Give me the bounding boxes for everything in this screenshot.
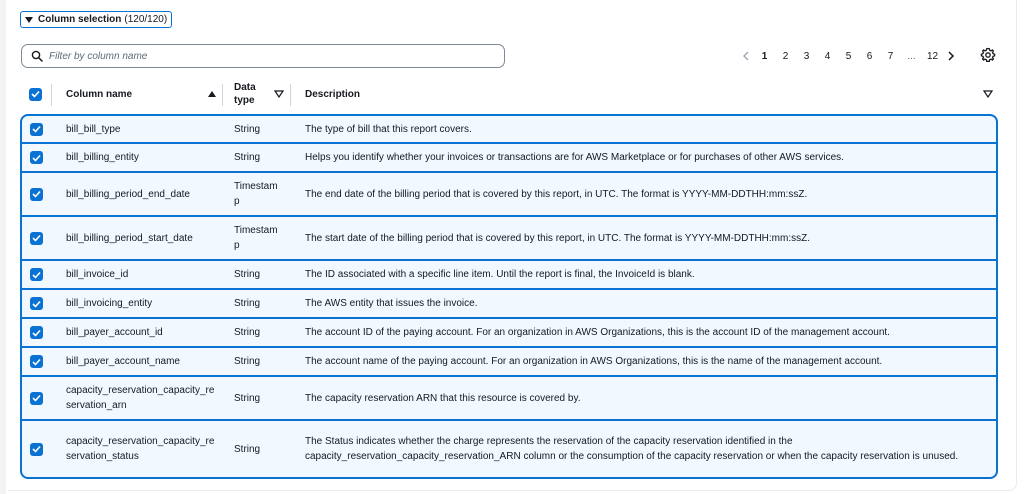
data-type-cell: Timestamp xyxy=(234,225,278,251)
row-checkbox-cell xyxy=(30,319,43,346)
data-type-cell: Timestamp xyxy=(234,181,278,207)
column-name-cell: bill_payer_account_name xyxy=(66,356,180,367)
page-6-button[interactable]: 6 xyxy=(866,50,873,62)
check-icon xyxy=(31,90,40,98)
panel-edge xyxy=(0,0,6,494)
table-row[interactable] xyxy=(20,347,998,376)
row-checkbox-cell xyxy=(30,116,43,142)
header-data-type-label xyxy=(234,81,256,107)
filter-field[interactable] xyxy=(21,44,505,68)
row-checkbox[interactable] xyxy=(30,232,43,245)
check-icon xyxy=(32,358,41,366)
data-type-cell: String xyxy=(234,123,261,135)
table-row[interactable] xyxy=(20,420,998,479)
data-type-cell: String xyxy=(234,298,261,309)
column-name-cell: bill_invoicing_entity xyxy=(66,298,153,309)
description-cell: The Status indicates whether the charge represents the reservation of the capacity reservation identified in the capacity_reservation_capacity_reservation_ARN column or the consumption of the capacity reservation or when the capacity reservation is unused. xyxy=(305,436,959,462)
row-checkbox-cell xyxy=(30,377,43,419)
header-divider xyxy=(222,84,223,106)
column-name-cell: bill_billing_entity xyxy=(66,152,139,163)
page-2-button[interactable]: 2 xyxy=(782,50,789,62)
description-cell: The account ID of the paying account. For an organization in AWS Organizations, this is the account ID of the management account. xyxy=(305,327,890,338)
description-cell: Helps you identify whether your invoices or transactions are for AWS Marketplace or for purchases of other AWS services. xyxy=(305,152,844,163)
row-checkbox[interactable] xyxy=(30,268,43,281)
page-1-button[interactable]: 1 xyxy=(761,50,768,62)
description-cell: The capacity reservation ARN that this resource is covered by. xyxy=(305,392,581,404)
next-page-button[interactable] xyxy=(943,48,959,64)
table-row[interactable] xyxy=(20,289,998,318)
data-type-cell: String xyxy=(234,152,261,163)
data-type-cell: String xyxy=(234,356,261,367)
description-cell: The AWS entity that issues the invoice. xyxy=(305,298,478,309)
description-cell: The start date of the billing period that is covered by this report, in UTC. The format is YYYY-MM-DDTHH:mm:ssZ. xyxy=(305,232,810,244)
column-name-cell: capacity_reservation_capacity_reservation_status xyxy=(66,436,215,462)
check-icon xyxy=(32,445,41,453)
sort-caret-down-icon xyxy=(983,90,993,98)
table-row[interactable] xyxy=(20,376,998,420)
row-checkbox[interactable] xyxy=(30,355,43,368)
check-icon xyxy=(32,234,41,242)
header-description xyxy=(305,78,360,110)
table-row[interactable] xyxy=(20,114,998,143)
page-3-button[interactable]: 3 xyxy=(803,50,810,62)
table-row[interactable] xyxy=(20,216,998,260)
table-row[interactable] xyxy=(20,143,998,172)
chevron-right-icon xyxy=(947,51,955,61)
row-checkbox-cell xyxy=(30,217,43,259)
row-checkbox[interactable] xyxy=(30,188,43,201)
page-12-button[interactable]: 12 xyxy=(926,50,939,62)
header-data-type[interactable] xyxy=(234,78,284,110)
table-header xyxy=(20,78,1000,110)
sort-caret-down-icon xyxy=(274,90,284,98)
check-icon xyxy=(32,125,41,133)
pagination-ellipsis: ... xyxy=(907,50,916,62)
column-selection-toggle[interactable] xyxy=(20,11,172,28)
table-row[interactable] xyxy=(20,260,998,289)
search-icon xyxy=(31,50,43,62)
description-cell: The type of bill that this report covers. xyxy=(305,123,472,135)
check-icon xyxy=(32,271,41,279)
description-sort-cell[interactable] xyxy=(983,78,993,110)
page-7-button[interactable]: 7 xyxy=(887,50,894,62)
data-type-cell: String xyxy=(234,269,261,280)
column-name-cell: bill_billing_period_start_date xyxy=(66,232,193,244)
header-divider xyxy=(290,84,291,106)
pagination xyxy=(738,48,959,64)
row-checkbox-cell xyxy=(30,290,43,317)
data-type-cell: String xyxy=(234,392,261,404)
column-name-cell: bill_payer_account_id xyxy=(66,327,163,338)
page-5-button[interactable]: 5 xyxy=(845,50,852,62)
check-icon xyxy=(32,300,41,308)
row-checkbox-cell xyxy=(30,173,43,215)
row-checkbox[interactable] xyxy=(30,443,43,456)
select-all-cell xyxy=(29,78,42,110)
row-checkbox[interactable] xyxy=(30,151,43,164)
header-column-name[interactable] xyxy=(66,78,216,110)
column-name-cell: bill_invoice_id xyxy=(66,269,129,280)
column-name-cell: bill_billing_period_end_date xyxy=(66,188,190,200)
data-type-cell: String xyxy=(234,327,261,338)
row-checkbox-cell xyxy=(30,261,43,288)
filter-input[interactable] xyxy=(49,51,504,62)
header-column-name-label: Column name xyxy=(66,88,133,100)
chevron-left-icon xyxy=(742,51,750,61)
description-cell: The end date of the billing period that is covered by this report, in UTC. The format is YYYY-MM-DDTHH:mm:ssZ. xyxy=(305,188,808,200)
description-cell: The ID associated with a specific line item. Until the report is final, the InvoiceId is blank. xyxy=(305,269,695,280)
check-icon xyxy=(32,394,41,402)
row-checkbox[interactable] xyxy=(30,297,43,310)
table-row[interactable] xyxy=(20,318,998,347)
description-cell: The account name of the paying account. For an organization in AWS Organizations, this is the name of the management account. xyxy=(305,356,883,367)
column-name-cell: bill_bill_type xyxy=(66,123,121,135)
check-icon xyxy=(32,190,41,198)
check-icon xyxy=(32,329,41,337)
previous-page-button[interactable] xyxy=(738,48,754,64)
row-checkbox-cell xyxy=(30,144,43,171)
page-4-button[interactable]: 4 xyxy=(824,50,831,62)
section-title: Column selection xyxy=(38,14,122,25)
caret-down-icon xyxy=(25,17,33,23)
row-checkbox[interactable] xyxy=(30,123,43,136)
header-data-type-line1: Data xyxy=(234,82,256,93)
column-name-cell: capacity_reservation_capacity_reservation_arn xyxy=(66,385,215,411)
select-all-checkbox[interactable] xyxy=(29,88,42,101)
header-description-label: Description xyxy=(305,88,361,100)
row-checkbox-cell xyxy=(30,348,43,375)
sort-ascending-icon xyxy=(208,91,216,97)
section-count: (120/120) xyxy=(124,14,168,25)
row-checkbox-cell xyxy=(30,421,43,477)
header-data-type-line2: type xyxy=(234,95,255,106)
row-checkbox[interactable] xyxy=(30,326,43,339)
row-checkbox[interactable] xyxy=(30,392,43,405)
data-type-cell: String xyxy=(234,443,261,455)
check-icon xyxy=(32,154,41,162)
header-divider xyxy=(51,84,52,106)
table-row[interactable] xyxy=(20,172,998,216)
gear-icon[interactable] xyxy=(980,47,996,63)
